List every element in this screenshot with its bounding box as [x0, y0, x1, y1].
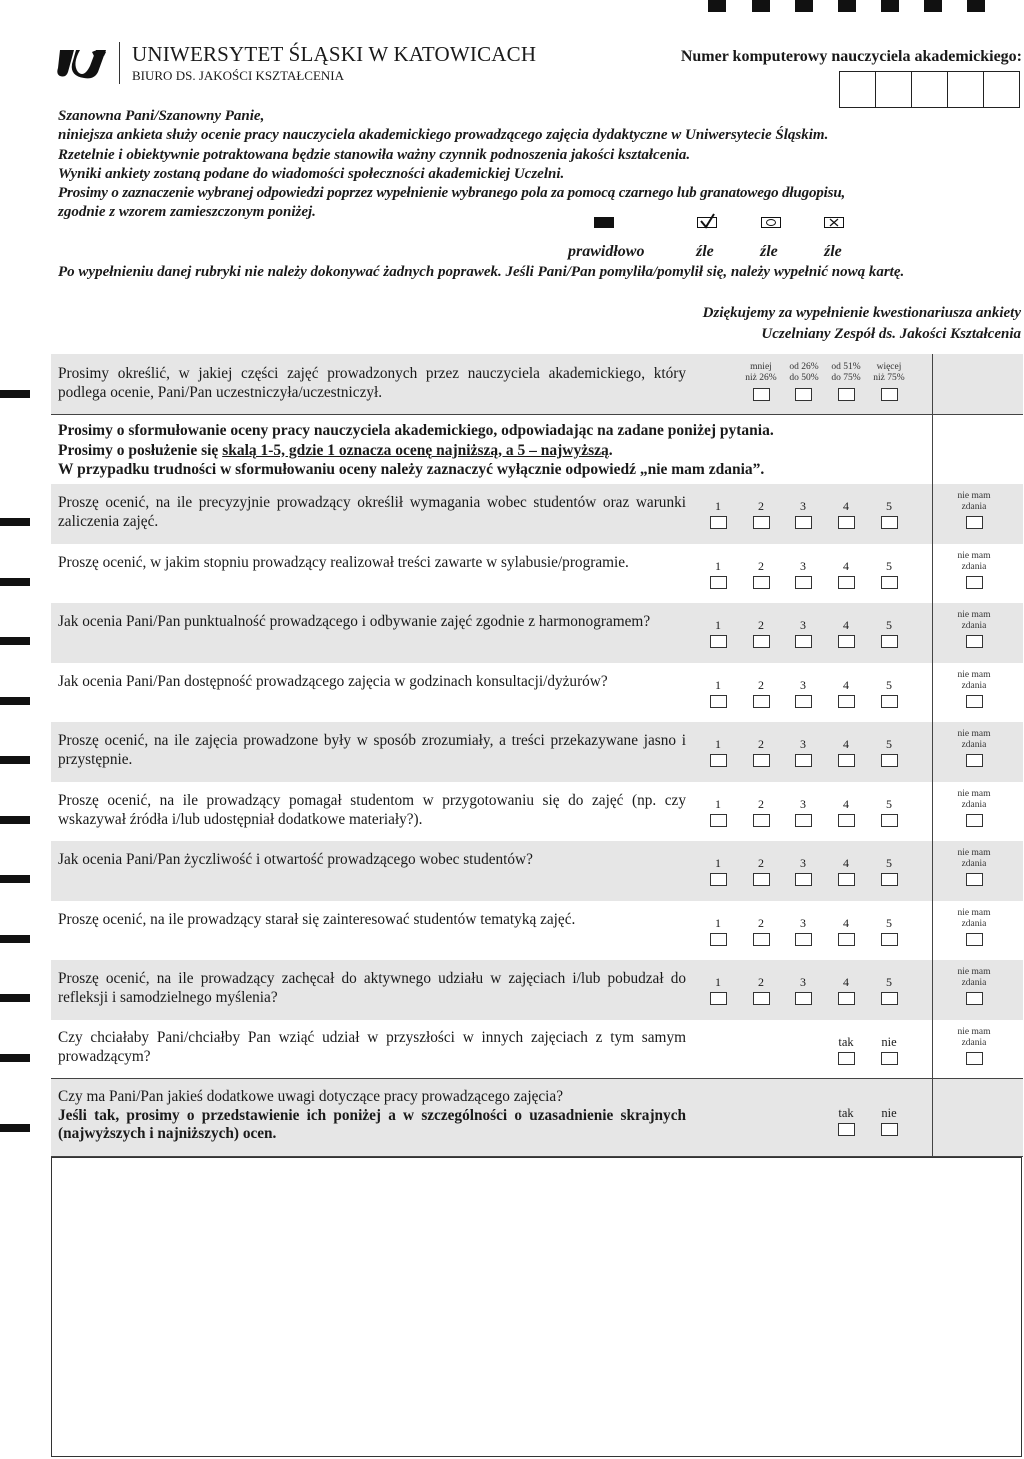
scale-number-label: 4	[843, 797, 849, 811]
remarks-no-checkbox[interactable]	[881, 1123, 898, 1136]
rating-4-checkbox[interactable]	[838, 576, 855, 589]
rating-2-checkbox[interactable]	[753, 754, 770, 767]
rating-5-checkbox[interactable]	[881, 873, 898, 886]
rating-question-text: Jak ocenia Pani/Pan życzliwość i otwartość prowadzącego wobec studentów?	[58, 851, 533, 868]
instruction-line: Prosimy o sformułowanie oceny pracy nauczyciela akademickiego, odpowiadając na zadane poniżej pytania.	[58, 422, 774, 439]
rating-3-checkbox[interactable]	[795, 754, 812, 767]
rating-3-checkbox[interactable]	[795, 635, 812, 648]
no-opinion-checkbox[interactable]	[966, 695, 983, 708]
no-opinion-checkbox[interactable]	[966, 873, 983, 886]
scale-number-label: 3	[800, 618, 806, 632]
rating-4-checkbox[interactable]	[838, 814, 855, 827]
no-opinion-checkbox[interactable]	[966, 933, 983, 946]
rating-5-checkbox[interactable]	[881, 992, 898, 1005]
scale-number-label: 2	[758, 737, 764, 751]
no-opinion-label: nie mam zdania	[957, 967, 991, 988]
university-logo-icon	[56, 46, 108, 80]
remarks-question	[58, 1088, 686, 1144]
rating-2-checkbox[interactable]	[753, 933, 770, 946]
scale-number-label: 5	[886, 559, 892, 573]
sample-label-wrong: źle	[696, 243, 714, 260]
scale-number-label: 3	[800, 797, 806, 811]
teacher-number-label: Numer komputerowy nauczyciela akademickiego:	[680, 48, 1022, 65]
rating-4-checkbox[interactable]	[838, 695, 855, 708]
scale-number-label: 5	[886, 975, 892, 989]
rating-5-checkbox[interactable]	[881, 814, 898, 827]
rating-4-checkbox[interactable]	[838, 873, 855, 886]
scale-number-label: 1	[715, 797, 721, 811]
scale-number-label: 3	[800, 856, 806, 870]
scale-number-label: 2	[758, 856, 764, 870]
rating-1-checkbox[interactable]	[710, 576, 727, 589]
participation-question: Prosimy określić, w jakiej części zajęć prowadzonych przez nauczyciela akademickiego, który podlega ocenie, Pani/Pan uczestniczyła/uczestniczył.	[58, 365, 686, 402]
scale-number-label: 5	[886, 737, 892, 751]
scale-number-label: 1	[715, 916, 721, 930]
teacher-number-digit[interactable]	[839, 71, 876, 108]
rating-question-text: Jak ocenia Pani/Pan punktualność prowadzącego i odbywanie zajęć zgodnie z harmonogramem?	[58, 613, 651, 630]
timing-mark	[752, 0, 770, 12]
no-opinion-label: nie mam zdania	[957, 729, 991, 750]
timing-mark	[0, 1054, 30, 1062]
intro-line: Wyniki ankiety zostaną podane do wiadomości społeczności akademickiej Uczelni.	[58, 165, 565, 182]
rating-4-checkbox[interactable]	[838, 754, 855, 767]
yes-label: tak	[838, 1106, 854, 1120]
remarks-line: Jeśli tak, prosimy o przedstawienie ich poniżej a w szczególności o uzasadnienie skrajnych (najwyższych i najniższych) ocen.	[58, 1106, 686, 1142]
row-divider	[51, 414, 1023, 415]
rating-4-checkbox[interactable]	[838, 933, 855, 946]
instruction-line: W przypadku trudności w sformułowaniu oceny należy zaznaczyć wyłącznie odpowiedź „nie mam zdania”.	[58, 461, 765, 479]
scale-number-label: 4	[843, 975, 849, 989]
timing-mark	[0, 1124, 30, 1132]
no-opinion-label: nie mam zdania	[957, 610, 991, 631]
timing-mark	[924, 0, 942, 12]
scale-number-label: 4	[843, 499, 849, 513]
remarks-yes-checkbox[interactable]	[838, 1123, 855, 1136]
thanks-line: Dziękujemy za wypełnienie kwestionariusza ankiety	[702, 305, 1021, 321]
scale-number-label: 3	[800, 499, 806, 513]
no-opinion-label: nie mam zdania	[957, 848, 991, 869]
scale-number-label: 4	[843, 737, 849, 751]
intro-line: niniejsza ankieta służy ocenie pracy nauczyciela akademickiego prowadzącego zajęcia dydaktyczne w Uniwersytecie Śląskim.	[58, 127, 829, 144]
timing-mark	[0, 518, 30, 526]
participation-checkbox[interactable]	[795, 388, 812, 401]
timing-mark	[708, 0, 726, 12]
rating-4-checkbox[interactable]	[838, 635, 855, 648]
rating-2-checkbox[interactable]	[753, 992, 770, 1005]
participation-checkbox[interactable]	[881, 388, 898, 401]
scale-number-label: 3	[800, 975, 806, 989]
timing-mark	[967, 0, 985, 12]
timing-mark	[0, 935, 30, 943]
rating-5-checkbox[interactable]	[881, 695, 898, 708]
timing-mark	[0, 994, 30, 1002]
scale-number-label: 2	[758, 499, 764, 513]
scale-number-label: 2	[758, 916, 764, 930]
no-opinion-label: nie mam zdania	[957, 491, 991, 512]
rating-4-checkbox[interactable]	[838, 516, 855, 529]
filled-box-icon	[594, 217, 614, 228]
scale-number-label: 1	[715, 737, 721, 751]
future-no-opinion-checkbox[interactable]	[966, 1052, 983, 1065]
rating-3-checkbox[interactable]	[795, 873, 812, 886]
scale-number-label: 1	[715, 678, 721, 692]
rating-2-checkbox[interactable]	[753, 635, 770, 648]
participation-option-label: od 26% do 50%	[789, 362, 819, 383]
participation-checkbox[interactable]	[838, 388, 855, 401]
checkmark-box-icon	[697, 217, 717, 228]
rating-1-checkbox[interactable]	[710, 814, 727, 827]
rating-5-checkbox[interactable]	[881, 516, 898, 529]
no-opinion-checkbox[interactable]	[966, 576, 983, 589]
thanks-line: Uczelniany Zespół ds. Jakości Kształcenia	[761, 326, 1021, 342]
scale-number-label: 2	[758, 678, 764, 692]
teacher-number-digit[interactable]	[911, 71, 948, 108]
instruction-text: Prosimy o posłużenie się	[58, 441, 223, 459]
rating-2-checkbox[interactable]	[753, 695, 770, 708]
rating-3-checkbox[interactable]	[795, 576, 812, 589]
teacher-number-digit[interactable]	[875, 71, 912, 108]
timing-mark	[838, 0, 856, 12]
scale-number-label: 4	[843, 678, 849, 692]
no-opinion-label: nie mam zdania	[957, 1027, 991, 1048]
no-opinion-label: nie mam zdania	[957, 670, 991, 691]
rating-2-checkbox[interactable]	[753, 814, 770, 827]
yes-label: tak	[838, 1035, 854, 1049]
timing-mark	[0, 390, 30, 398]
rating-1-checkbox[interactable]	[710, 992, 727, 1005]
rating-2-checkbox[interactable]	[753, 516, 770, 529]
no-label: nie	[881, 1035, 897, 1049]
scale-number-label: 4	[843, 856, 849, 870]
rating-3-checkbox[interactable]	[795, 516, 812, 529]
no-opinion-checkbox[interactable]	[966, 635, 983, 648]
instruction-text: .	[608, 441, 613, 459]
rating-5-checkbox[interactable]	[881, 933, 898, 946]
rating-4-checkbox[interactable]	[838, 992, 855, 1005]
circle-box-icon	[761, 217, 781, 228]
no-opinion-label: nie mam zdania	[957, 908, 991, 929]
comments-textarea[interactable]	[51, 1157, 1022, 1457]
timing-mark	[0, 637, 30, 645]
column-divider	[932, 354, 933, 1157]
rating-3-checkbox[interactable]	[795, 814, 812, 827]
rating-3-checkbox[interactable]	[795, 992, 812, 1005]
intro-line: zgodnie z wzorem zamieszczonym poniżej.	[58, 204, 316, 221]
teacher-number-digit[interactable]	[983, 71, 1020, 108]
scale-number-label: 2	[758, 618, 764, 632]
university-name: UNIWERSYTET ŚLĄSKI W KATOWICACH	[132, 42, 537, 66]
rating-1-checkbox[interactable]	[710, 873, 727, 886]
sample-label-correct: prawidłowo	[568, 243, 645, 260]
rating-5-checkbox[interactable]	[881, 635, 898, 648]
timing-mark	[0, 816, 30, 824]
rating-2-checkbox[interactable]	[753, 576, 770, 589]
scale-number-label: 3	[800, 678, 806, 692]
scale-number-label: 2	[758, 797, 764, 811]
timing-mark	[0, 756, 30, 764]
scale-number-label: 5	[886, 797, 892, 811]
rating-1-checkbox[interactable]	[710, 933, 727, 946]
remarks-line: Czy ma Pani/Pan jakieś dodatkowe uwagi dotyczące pracy prowadzącego zajęcia?	[58, 1088, 563, 1105]
future-yes-checkbox[interactable]	[838, 1052, 855, 1065]
scale-number-label: 3	[800, 737, 806, 751]
scale-number-label: 5	[886, 916, 892, 930]
intro-line: Prosimy o zaznaczenie wybranej odpowiedzi poprzez wypełnienie wybranego pola za pomocą czarnego lub granatowego długopisu,	[58, 185, 846, 202]
scale-number-label: 2	[758, 975, 764, 989]
participation-option-label: od 51% do 75%	[831, 362, 861, 383]
sample-label-wrong: źle	[760, 243, 778, 260]
no-opinion-checkbox[interactable]	[966, 814, 983, 827]
future-no-checkbox[interactable]	[881, 1052, 898, 1065]
rating-question-text: Proszę ocenić, na ile prowadzący starał się zainteresować studentów tematyką zajęć.	[58, 911, 576, 928]
no-opinion-checkbox[interactable]	[966, 992, 983, 1005]
no-opinion-checkbox[interactable]	[966, 754, 983, 767]
scale-number-label: 5	[886, 678, 892, 692]
scale-number-label: 1	[715, 618, 721, 632]
sample-label-wrong: źle	[824, 243, 842, 260]
timing-mark	[881, 0, 899, 12]
scale-explanation: skalą 1-5, gdzie 1 oznacza ocenę najniższą, a 5 – najwyższą	[222, 441, 609, 459]
rating-question-text: Proszę ocenić, w jakim stopniu prowadzący realizował treści zawarte w sylabusie/programie.	[58, 554, 629, 571]
participation-checkbox[interactable]	[753, 388, 770, 401]
timing-mark	[0, 697, 30, 705]
future-question: Czy chciałaby Pani/chciałby Pan wziąć udział w przyszłości w innych zajęciach z tym samym prowadzącym?	[58, 1029, 686, 1066]
thanks-note	[703, 303, 1021, 345]
rating-1-checkbox[interactable]	[710, 754, 727, 767]
scale-number-label: 5	[886, 618, 892, 632]
scale-number-label: 1	[715, 856, 721, 870]
correction-note: Po wypełnieniu danej rubryki nie należy dokonywać żadnych poprawek. Jeśli Pani/Pan pomyliła/pomylił się, należy wypełnić nową kartę.	[58, 264, 905, 280]
rating-1-checkbox[interactable]	[710, 516, 727, 529]
rating-question-text: Jak ocenia Pani/Pan dostępność prowadzącego zajęcia w godzinach konsultacji/dyżurów?	[58, 673, 608, 690]
no-opinion-label: nie mam zdania	[957, 789, 991, 810]
timing-mark	[0, 578, 30, 586]
participation-option-label: mniej niż 26%	[745, 362, 777, 383]
rating-question-text: Proszę ocenić, na ile zajęcia prowadzone były w sposób zrozumiały, a treści przekazywane jasno i przystępnie.	[58, 732, 686, 769]
teacher-number-boxes	[840, 71, 1020, 108]
scale-number-label: 3	[800, 559, 806, 573]
intro-text	[58, 107, 1018, 223]
rating-question-text: Proszę ocenić, na ile precyzyjnie prowadzący określił wymagania wobec studentów oraz warunki zaliczenia zajęć.	[58, 494, 686, 531]
intro-line: Szanowna Pani/Szanowny Panie,	[58, 108, 265, 124]
department-name: BIURO DS. JAKOŚCI KSZTAŁCENIA	[132, 68, 345, 83]
scale-number-label: 5	[886, 856, 892, 870]
rating-5-checkbox[interactable]	[881, 754, 898, 767]
scale-number-label: 4	[843, 559, 849, 573]
rating-instructions	[58, 421, 774, 480]
scale-number-label: 5	[886, 499, 892, 513]
rating-question-text: Proszę ocenić, na ile prowadzący zachęcał do aktywnego udziału w zajęciach i/lub pobudzał do refleksji i samodzielnego myślenia?	[58, 970, 686, 1007]
timing-mark	[0, 875, 30, 883]
teacher-number-digit[interactable]	[947, 71, 984, 108]
scale-number-label: 2	[758, 559, 764, 573]
rating-2-checkbox[interactable]	[753, 873, 770, 886]
scale-number-label: 4	[843, 618, 849, 632]
scale-number-label: 1	[715, 499, 721, 513]
logo-divider	[119, 42, 120, 84]
timing-mark	[795, 0, 813, 12]
rating-question-text: Proszę ocenić, na ile prowadzący pomagał studentom w przygotowaniu się do zajęć (np. czy wskazywał źródła i/lub udostępniał dodatkowe materiały?).	[58, 792, 686, 829]
no-label: nie	[881, 1106, 897, 1120]
rating-5-checkbox[interactable]	[881, 576, 898, 589]
no-opinion-checkbox[interactable]	[966, 516, 983, 529]
x-box-icon	[824, 217, 844, 228]
rating-1-checkbox[interactable]	[710, 635, 727, 648]
intro-line: Rzetelnie i obiektywnie potraktowana będzie stanowiła ważny czynnik podnoszenia jakości kształcenia.	[58, 146, 691, 163]
scale-number-label: 1	[715, 975, 721, 989]
scale-number-label: 3	[800, 916, 806, 930]
rating-3-checkbox[interactable]	[795, 695, 812, 708]
rating-1-checkbox[interactable]	[710, 695, 727, 708]
no-opinion-label: nie mam zdania	[957, 551, 991, 572]
rating-3-checkbox[interactable]	[795, 933, 812, 946]
scale-number-label: 1	[715, 559, 721, 573]
instruction-line	[58, 441, 774, 461]
scale-number-label: 4	[843, 916, 849, 930]
participation-option-label: więcej niż 75%	[873, 362, 905, 383]
